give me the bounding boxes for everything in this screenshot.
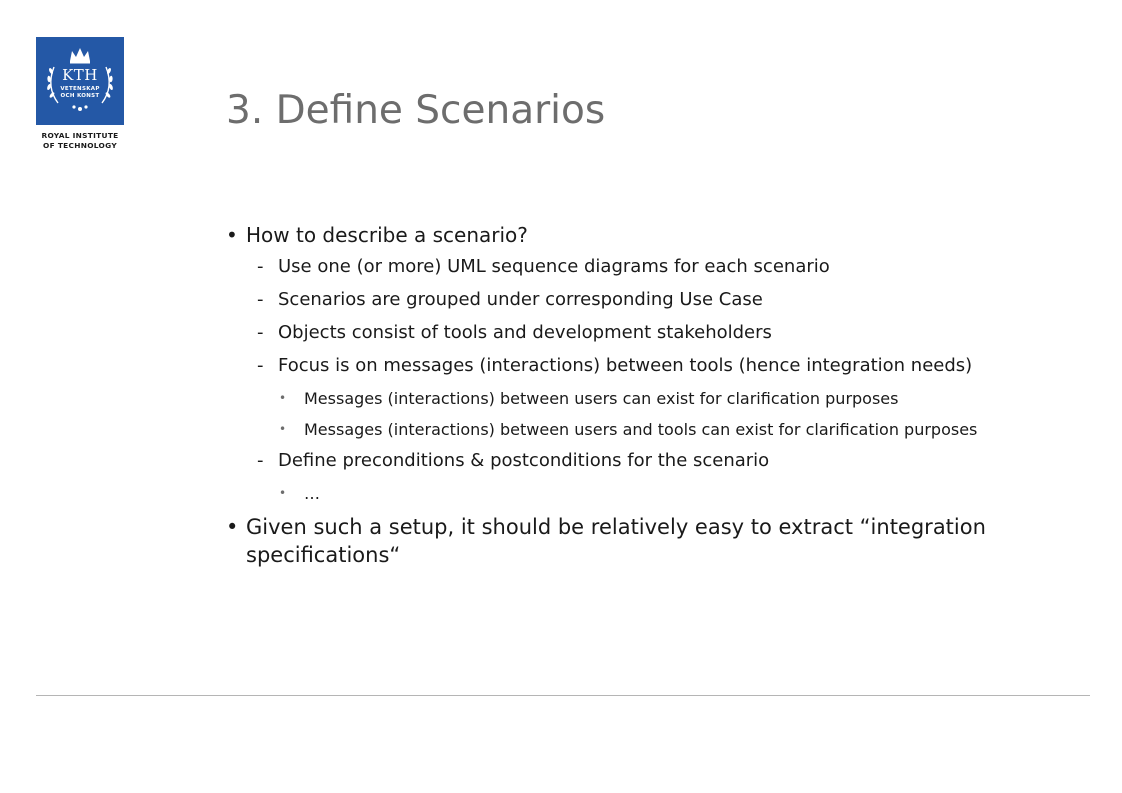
dash-marker: - [257, 322, 264, 343]
sub-sub-bullet-item [226, 420, 1056, 439]
sub-sub-bullet-text: Messages (interactions) between users and tools can exist for clarification purposes [304, 420, 978, 439]
slide-body [226, 222, 1056, 569]
bullet-marker: • [226, 223, 238, 247]
dash-marker: - [257, 450, 264, 471]
sub-bullet-item [226, 255, 1056, 278]
kth-logo-emblem [36, 37, 124, 125]
bullet-item [226, 222, 1056, 249]
dash-marker: - [257, 355, 264, 376]
sub-bullet-item [226, 354, 1056, 377]
kth-logo [36, 37, 124, 150]
sub-bullet-text: Scenarios are grouped under corresponding Use Case [278, 289, 763, 310]
sub-bullet-item [226, 321, 1056, 344]
small-bullet-marker: • [279, 422, 287, 436]
sub-sub-bullet-text: … [304, 484, 320, 503]
dash-marker: - [257, 256, 264, 277]
sub-bullet-item [226, 288, 1056, 311]
small-bullet-marker: • [279, 391, 287, 405]
dash-marker: - [257, 289, 264, 310]
sub-bullet-text: Define preconditions & postconditions for the scenario [278, 450, 770, 471]
sub-bullet-text: Use one (or more) UML sequence diagrams for each scenario [278, 256, 830, 277]
sub-bullet-item [226, 449, 1056, 472]
bullet-text: How to describe a scenario? [246, 223, 528, 247]
logo-caption-line2: OF TECHNOLOGY [43, 141, 117, 150]
logo-caption-line1: ROYAL INSTITUTE [41, 131, 119, 140]
bullet-item [226, 513, 1056, 569]
footer-divider [36, 695, 1090, 696]
sub-bullet-text: Focus is on messages (interactions) between tools (hence integration needs) [278, 355, 973, 376]
logo-subtitle-line2: OCH KONST [60, 93, 100, 99]
sub-sub-bullet-item [226, 484, 1056, 503]
bullet-text: Given such a setup, it should be relatively easy to extract “integration specifications“ [246, 515, 986, 567]
bullet-marker: • [226, 515, 239, 539]
logo-subtitle-line1: VETENSKAP [60, 86, 100, 92]
slide-title: 3. Define Scenarios [226, 88, 606, 133]
sub-bullet-text: Objects consist of tools and development stakeholders [278, 322, 772, 343]
sub-sub-bullet-text: Messages (interactions) between users can exist for clarification purposes [304, 389, 899, 408]
logo-kth-text: KTH [62, 66, 98, 84]
sub-sub-bullet-item [226, 389, 1056, 408]
small-bullet-marker: • [279, 486, 287, 500]
